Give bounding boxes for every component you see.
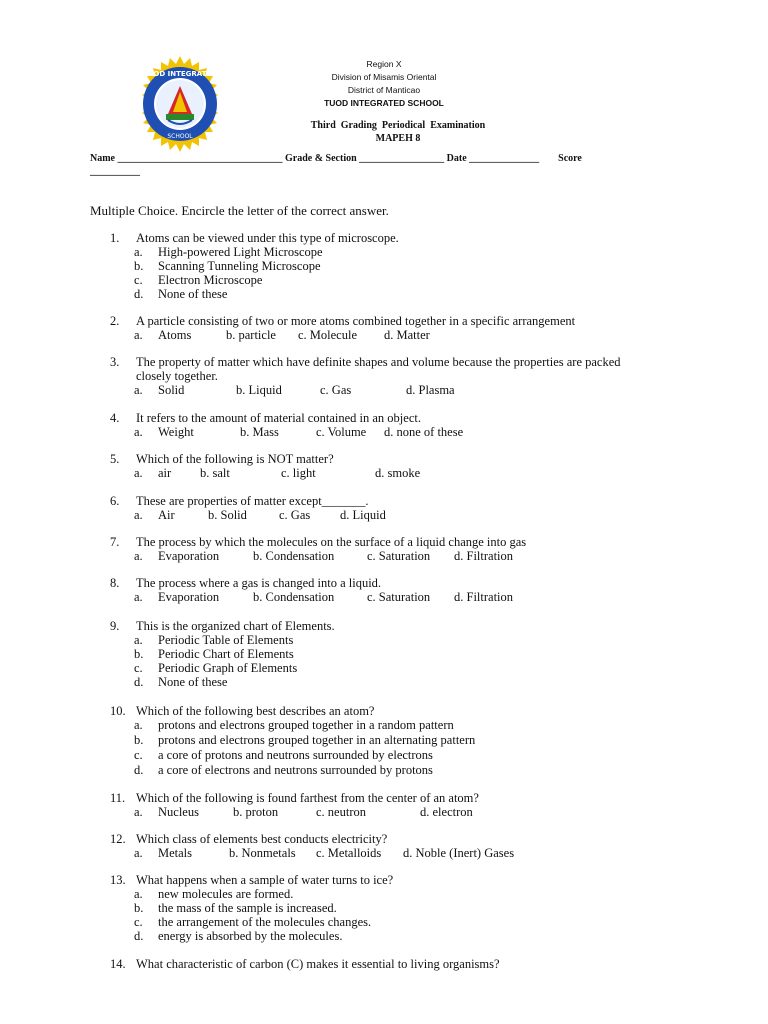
student-info-row [90, 153, 690, 164]
letterhead [0, 58, 768, 110]
option-letter: c. [134, 915, 143, 929]
question-number: 5. [110, 452, 120, 466]
question-number: 1. [110, 231, 120, 245]
question-4 [110, 411, 421, 425]
option-letter: a. [134, 718, 143, 732]
question-number: 14. [110, 957, 126, 971]
option-text: None of these [158, 287, 228, 301]
answer-option[interactable] [134, 633, 293, 647]
question-text: The process where a gas is changed into a liquid. [136, 576, 382, 590]
question-text: It refers to the amount of material contained in an object. [136, 411, 421, 425]
region-line: Region X [366, 59, 402, 69]
question-text: This is the organized chart of Elements. [136, 619, 335, 633]
answer-option[interactable] [134, 647, 294, 661]
answer-option[interactable] [134, 287, 227, 301]
question-text: Which of the following is found farthest from the center of an atom? [136, 791, 479, 805]
option-letter: d. [134, 929, 144, 943]
option-letter: a. [134, 633, 143, 647]
option-text: new molecules are formed. [158, 887, 294, 901]
answer-option[interactable]: c. Gas [320, 383, 352, 397]
answer-option[interactable]: Metals [158, 846, 193, 860]
question-number: 10. [110, 704, 126, 718]
option-letter: c. [134, 748, 143, 762]
option-letter: d. [134, 287, 144, 301]
question-number: 4. [110, 411, 120, 425]
answer-option[interactable]: d. Plasma [406, 383, 455, 397]
school-name: TUOD INTEGRATED SCHOOL [324, 98, 444, 108]
question-text: Which class of elements best conducts electricity? [136, 832, 388, 846]
option-letter: a. [134, 846, 143, 860]
option-letter: a. [134, 383, 143, 397]
question-5 [110, 452, 334, 466]
question-number: 2. [110, 314, 120, 328]
answer-option[interactable]: c. Saturation [367, 590, 431, 604]
answer-option[interactable]: d. Liquid [340, 508, 386, 522]
question-12 [110, 832, 388, 846]
answer-option[interactable]: c. neutron [316, 805, 366, 819]
answer-option[interactable]: b. proton [233, 805, 279, 819]
option-text: a core of protons and neutrons surrounded by electrons [158, 748, 433, 762]
question-13 [110, 873, 394, 887]
svg-text:TUOD INTEGRATED: TUOD INTEGRATED [142, 70, 218, 78]
question-6 [110, 494, 369, 508]
question-number: 8. [110, 576, 120, 590]
division-line: Division of Misamis Oriental [331, 72, 437, 82]
answer-option[interactable] [134, 915, 371, 929]
answer-option[interactable]: air [158, 466, 172, 480]
name-label: Name [90, 153, 115, 164]
district-line: District of Manticao [347, 85, 421, 95]
question-text: These are properties of matter except_______. [136, 494, 369, 508]
question-14 [110, 957, 500, 971]
option-letter: a. [134, 466, 143, 480]
answer-option[interactable] [134, 675, 227, 689]
question-2 [110, 314, 576, 328]
option-text: protons and electrons grouped together in an alternating pattern [158, 733, 476, 747]
option-letter: b. [134, 647, 144, 661]
option-letter: a. [134, 590, 143, 604]
question-text: Which of the following is NOT matter? [136, 452, 334, 466]
question-number: 13. [110, 873, 126, 887]
answer-option[interactable]: b. particle [226, 328, 276, 342]
answer-option[interactable]: d. electron [420, 805, 473, 819]
option-letter: a. [134, 328, 143, 342]
answer-option[interactable] [134, 901, 337, 915]
question-number: 7. [110, 535, 120, 549]
score-label: Score [558, 153, 582, 164]
option-letter: b. [134, 733, 144, 747]
grade-label: Grade & Section [285, 153, 357, 164]
option-text: None of these [158, 675, 228, 689]
answer-option[interactable]: b. Condensation [253, 549, 335, 563]
date-label: Date [446, 153, 467, 164]
answer-option[interactable]: d. smoke [375, 466, 421, 480]
question-10 [110, 704, 375, 718]
answer-option[interactable]: c. Volume [316, 425, 367, 439]
option-text: High-powered Light Microscope [158, 245, 323, 259]
date-field[interactable]: ______________ [469, 153, 540, 164]
question-9 [110, 619, 335, 633]
answer-option[interactable]: c. Saturation [367, 549, 431, 563]
question-text: A particle consisting of two or more atoms combined together in a specific arrangement [136, 314, 576, 328]
answer-option[interactable] [134, 748, 433, 762]
answer-option[interactable]: Evaporation [158, 590, 220, 604]
answer-option[interactable]: c. Metalloids [316, 846, 382, 860]
answer-option[interactable]: b. Liquid [236, 383, 282, 397]
option-letter: d. [134, 675, 144, 689]
exam-title: Third Grading Periodical Examination [310, 120, 486, 131]
option-letter: d. [134, 763, 144, 777]
answer-option[interactable] [134, 259, 321, 273]
question-1 [110, 231, 399, 245]
answer-option[interactable]: Solid [158, 383, 185, 397]
answer-option[interactable]: Air [158, 508, 175, 522]
question-number: 9. [110, 619, 120, 633]
option-text: protons and electrons grouped together in a random pattern [158, 718, 454, 732]
option-letter: a. [134, 549, 143, 563]
option-text: Periodic Chart of Elements [158, 647, 294, 661]
option-text: the arrangement of the molecules changes. [158, 915, 372, 929]
answer-option[interactable]: Nucleus [158, 805, 199, 819]
question-7 [110, 535, 527, 549]
answer-option[interactable] [134, 733, 475, 747]
option-text: Scanning Tunneling Microscope [158, 259, 321, 273]
answer-option[interactable]: b. Condensation [253, 590, 335, 604]
answer-option[interactable] [134, 887, 293, 901]
answer-option[interactable] [134, 763, 433, 777]
answer-option[interactable]: d. Noble (Inert) Gases [403, 846, 515, 860]
answer-option[interactable] [134, 245, 323, 259]
answer-option[interactable]: b. Nonmetals [229, 846, 296, 860]
answer-option[interactable] [134, 661, 297, 675]
question-8 [110, 576, 382, 590]
option-text: energy is absorbed by the molecules. [158, 929, 343, 943]
svg-text:SCHOOL: SCHOOL [167, 133, 193, 140]
answer-option[interactable]: d. none of these [384, 425, 464, 439]
question-number: 11. [110, 791, 126, 805]
question-number: 6. [110, 494, 120, 508]
option-letter: a. [134, 508, 143, 522]
question-3 [110, 355, 621, 369]
answer-option[interactable]: Evaporation [158, 549, 220, 563]
answer-option[interactable]: d. Filtration [454, 549, 514, 563]
answer-option[interactable]: d. Filtration [454, 590, 514, 604]
answer-option[interactable]: c. light [281, 466, 316, 480]
option-text: Periodic Graph of Elements [158, 661, 298, 675]
option-letter: a. [134, 887, 143, 901]
answer-option[interactable] [134, 718, 454, 732]
question-text: Atoms can be viewed under this type of microscope. [136, 231, 399, 245]
option-letter: c. [134, 273, 143, 287]
option-letter: c. [134, 661, 143, 675]
answer-option[interactable]: c. Molecule [298, 328, 358, 342]
option-letter: a. [134, 245, 143, 259]
instructions: Multiple Choice. Encircle the letter of the correct answer. [90, 203, 389, 218]
answer-option[interactable]: d. Matter [384, 328, 430, 342]
question-text: The process by which the molecules on the surface of a liquid change into gas [136, 535, 527, 549]
answer-option[interactable]: b. Mass [240, 425, 279, 439]
name-field[interactable]: _________________________________ [117, 153, 283, 164]
answer-option[interactable]: b. Solid [208, 508, 247, 522]
option-text: Periodic Table of Elements [158, 633, 294, 647]
question-11 [110, 791, 479, 805]
question-number: 3. [110, 355, 120, 369]
option-letter: b. [134, 259, 144, 273]
exam-heading [0, 119, 768, 145]
option-text: Electron Microscope [158, 273, 263, 287]
option-letter: a. [134, 425, 143, 439]
exam-subject: MAPEH 8 [375, 133, 421, 144]
option-text: a core of electrons and neutrons surrounded by protons [158, 763, 433, 777]
question-text: Which of the following best describes an atom? [136, 704, 375, 718]
answer-option[interactable]: c. Gas [279, 508, 311, 522]
question-number: 12. [110, 832, 126, 846]
question-text-continued: closely together. [136, 369, 218, 383]
option-text: the mass of the sample is increased. [158, 901, 337, 915]
option-letter: a. [134, 805, 143, 819]
score-field[interactable]: __________ [90, 166, 140, 177]
answer-option[interactable]: b. salt [200, 466, 230, 480]
answer-option[interactable] [134, 273, 262, 287]
answer-option[interactable]: Atoms [158, 328, 192, 342]
question-text: What happens when a sample of water turns to ice? [136, 873, 394, 887]
question-text: The property of matter which have definite shapes and volume because the properties are packed [136, 355, 621, 369]
grade-field[interactable]: _________________ [359, 153, 445, 164]
answer-option[interactable]: Weight [158, 425, 194, 439]
question-text: What characteristic of carbon (C) makes it essential to living organisms? [136, 957, 500, 971]
answer-option[interactable] [134, 929, 342, 943]
option-letter: b. [134, 901, 144, 915]
